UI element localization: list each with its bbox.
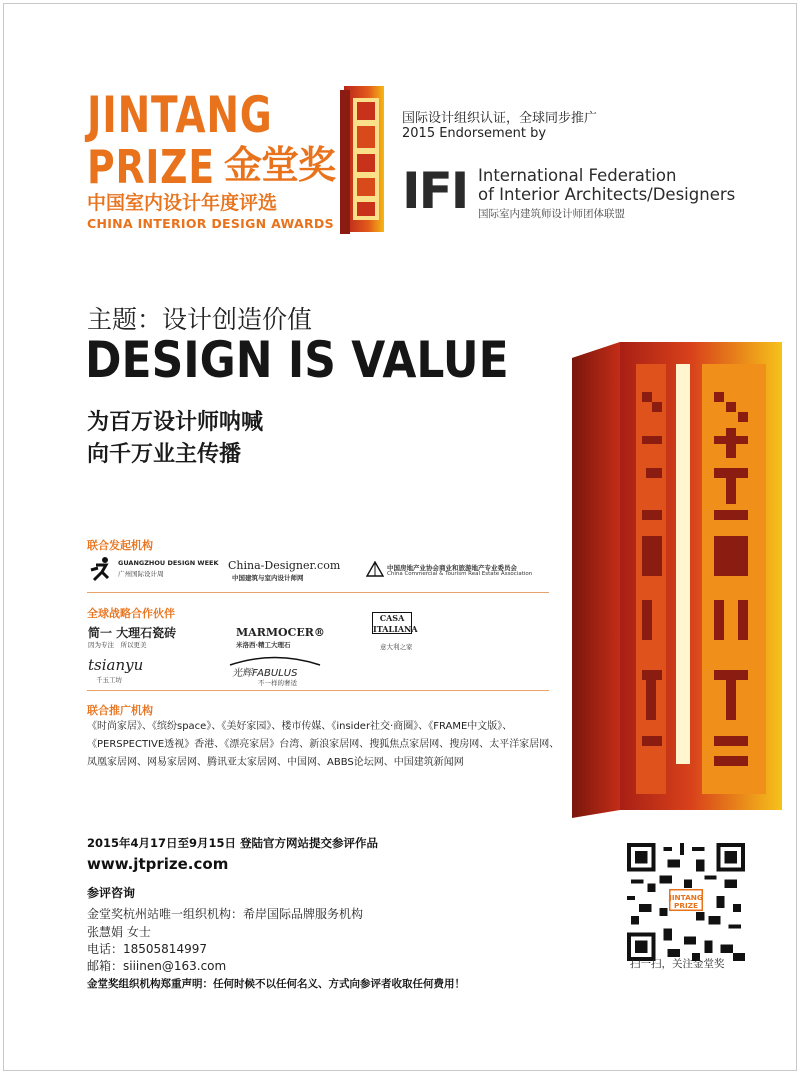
- pyramid-icon: [366, 561, 384, 577]
- slogan-line1: 为百万设计师呐喊: [87, 410, 264, 435]
- theme-chinese: 主题：设计创造价值: [87, 305, 313, 334]
- contact-email[interactable]: 邮箱：siiinen@163.com: [87, 959, 227, 973]
- casa-logo-box: [372, 612, 418, 634]
- partner-fabulus-sub: 不一样的奢适: [258, 679, 297, 687]
- contact-name: 张慧娟 女士: [87, 925, 151, 939]
- qr-caption: 扫一扫，关注金堂奖: [630, 958, 725, 970]
- logo-prize: PRIZE: [87, 140, 215, 194]
- consult-title: 参评咨询: [87, 886, 136, 900]
- qr-logo-prize: PRIZE: [673, 901, 699, 911]
- promoters-line3: 凤凰家居网、网易家居网、腾讯亚太家居网、中国网、ABBS论坛网、中国建筑新闻网: [87, 757, 464, 768]
- initiator-gdw-sub: 广州国际设计周: [118, 570, 164, 578]
- endorsement-chinese: 国际设计组织认证，全球同步推广: [402, 111, 598, 126]
- initiator-gdw: GUANGZHOU DESIGN WEEK: [118, 559, 219, 567]
- section-divider: [87, 690, 549, 691]
- partner-casa-sub: 意大利之家: [380, 643, 413, 651]
- submission-dates: 2015年4月17日至9月15日 登陆官方网站提交参评作品: [87, 836, 379, 850]
- logo-subtitle: CHINA INTERIOR DESIGN AWARDS: [87, 216, 334, 231]
- ifi-name-line2: of Interior Architects/Designers: [478, 185, 736, 204]
- contact-phone: 电话：18505814997: [87, 942, 207, 956]
- initiators-title: 联合发起机构: [87, 539, 153, 552]
- ifi-chinese-name: 国际室内建筑师设计师团体联盟: [478, 208, 625, 220]
- partner-casa: CASA ITALIANA: [373, 613, 418, 634]
- qr-logo-jintang: JINTANG: [669, 892, 703, 902]
- partner-jianyi-sub: 因为专注 所以更美: [88, 641, 147, 649]
- disclaimer: 金堂奖组织机构郑重声明：任何时候不以任何名义、方式向参评者收取任何费用！: [87, 978, 465, 990]
- logo-jintang: JINTANG: [87, 86, 273, 144]
- slogan-line2: 向千万业主传播: [87, 442, 242, 467]
- trophy-large-icon: [566, 340, 790, 820]
- section-divider: [87, 592, 549, 593]
- partner-marmocer-sub: 米洛西·精工大理石: [236, 641, 291, 649]
- initiator-china-designer-sub: 中国建筑与室内设计师网: [232, 574, 304, 582]
- promoters-line2: 《PERSPECTIVE透视》香港、《漂亮家居》台湾、新浪家居网、搜狐焦点家居网、搜房网、太平洋家居网、: [87, 739, 560, 750]
- partners-title: 全球战略合作伙伴: [87, 607, 175, 620]
- initiator-china-designer: China-Designer.com: [228, 559, 341, 572]
- qr-code-icon[interactable]: [627, 843, 745, 961]
- trophy-small-icon: [340, 84, 390, 236]
- logo-jintangjiang: 金堂奖: [224, 143, 336, 187]
- ifi-name-line1: International Federation: [478, 166, 677, 185]
- organizer-line: 金堂奖杭州站唯一组织机构：希岸国际品牌服务机构: [87, 907, 364, 921]
- promoters-title: 联合推广机构: [87, 704, 153, 717]
- website-link[interactable]: www.jtprize.com: [87, 855, 229, 873]
- endorsement-english: 2015 Endorsement by: [402, 126, 547, 141]
- logo-chinese-title: 中国室内设计年度评选: [87, 192, 278, 214]
- initiator-ccrea: 中国房地产业协会商业和旅游地产专业委员会: [387, 564, 517, 572]
- initiator-ccrea-sub: China Commercial & Tourism Real Estate Association: [387, 571, 533, 577]
- ifi-logo: IFI: [402, 162, 468, 220]
- partner-tsianyu: tsianyu: [88, 656, 144, 674]
- partner-jianyi: 简一 大理石瓷砖: [88, 626, 177, 640]
- partner-tsianyu-sub: 千玉工坊: [96, 676, 122, 684]
- runner-icon: [88, 556, 114, 582]
- partner-marmocer: MARMOCER®: [236, 626, 325, 639]
- promoters-line1: 《时尚家居》、《缤纷space》、《美好家园》、楼市传媒、《insider社交·商圈》、《FRAME中文版》、: [87, 721, 513, 732]
- partner-fabulus: 光辉FABULUS: [232, 668, 298, 679]
- theme-english-headline: DESIGN IS VALUE: [85, 331, 509, 389]
